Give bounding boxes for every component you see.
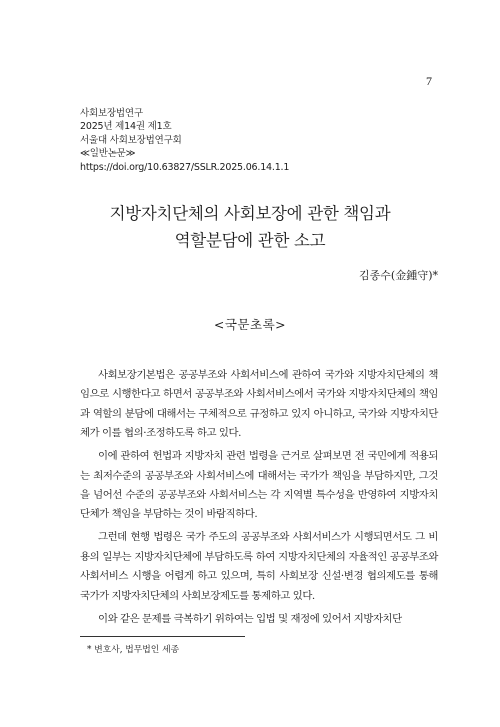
journal-name: 사회보장법연구 <box>80 108 143 119</box>
title-line-1: 지방자치단체의 사회보장에 관한 책임과 <box>109 204 391 223</box>
author-footnote: * 변호사, 법무법인 세종 <box>87 645 180 655</box>
journal-info <box>80 107 420 174</box>
doi-link[interactable]: https://doi.org/10.63827/SSLR.2025.06.14.1.1 <box>80 161 290 173</box>
abstract-paragraph-2: 이에 관하여 헌법과 지방자치 관련 법령을 근거로 살펴보면 전 국민에게 적용되는 최저수준의 공공부조와 사회서비스에 대해서는 국가가 책임을 부담하지만, 그것을 넘어선 수준의 공공부조와 사회서비스는 각 지역별 특수성을 반영하여 지방자치단체가 책임을 부담하는 것이 바람직하다. <box>80 450 438 521</box>
abstract-paragraph-1: 사회보장기본법은 공공부조와 사회서비스에 관하여 국가와 지방자치단체의 책임으로 시행한다고 하면서 공공부조와 사회서비스에서 국가와 지방자치단체의 책임과 역할의 분담에 대해서는 구체적으로 규정하고 있지 아니하고, 국가와 지방자치단체가 이를 협의·조정하도록 하고 있다. <box>80 369 438 440</box>
page-number: 7 <box>426 74 432 88</box>
title-line-2: 역할분담에 관한 소고 <box>174 231 326 250</box>
footnote-divider <box>80 636 245 637</box>
abstract-body <box>80 366 438 633</box>
journal-publisher: 서울대 사회보장법연구회 <box>80 134 182 146</box>
abstract-heading: <국문초록> <box>213 317 287 332</box>
paper-title <box>60 200 440 254</box>
abstract-paragraph-3: 그런데 현행 법령은 국가 주도의 공공부조와 사회서비스가 시행되면서도 그 비용의 일부는 지방자치단체에 부담하도록 하여 지방자치단체의 자율적인 공공부조와 사회서비스 시행을 어렵게 하고 있으며, 특히 사회보장 신설·변경 협의제도를 통해 국가가 지방자치단체의 사회보장제도를 통제하고 있다. <box>80 531 438 602</box>
article-type: ≪일반논문≫ <box>80 148 136 160</box>
abstract-paragraph-4: 이와 같은 문제를 극복하기 위하여는 입법 및 재정에 있어서 지방자치단 <box>98 612 402 625</box>
journal-issue: 2025년 제14권 제1호 <box>80 121 172 133</box>
author-name: 김종수(金鍾守)* <box>359 269 438 282</box>
